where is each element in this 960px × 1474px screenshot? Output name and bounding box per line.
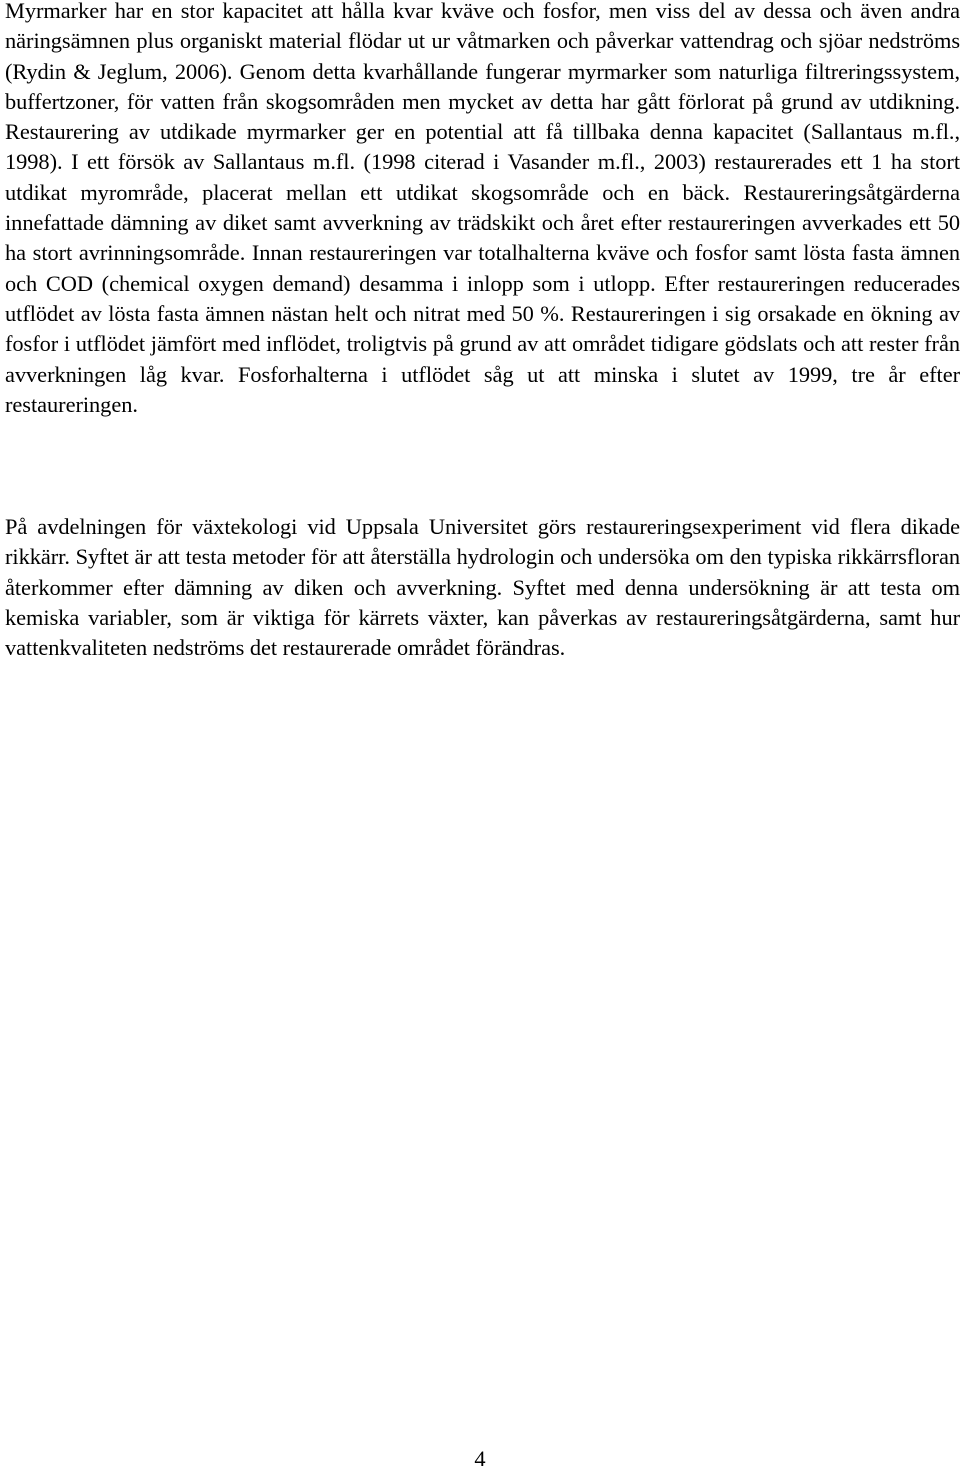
paragraph-restoration-experiment: På avdelningen för växtekologi vid Uppsala Universitet görs restaureringsexperiment vid flera dikade rikkärr. Syftet är att testa metoder för att återställa hydrologin och undersöka om den typiska rikkärrsfloran återkommer efter dämning av diken och avverkning. Syftet med denna undersökning är att testa om kemiska variabler, som är viktiga för kärrets växter, kan påverkas av restaureringsåtgärderna, samt hur vattenkvaliteten nedströms det restaurerade området förändras. (5, 514, 960, 661)
paragraph-wetland-retention: Myrmarker har en stor kapacitet att hålla kvar kväve och fosfor, men viss del av dessa och även andra näringsämnen plus organiskt material flödar ut ur våtmarken och påverkar vattendrag och sjöar nedströms (Rydin & Jeglum, 2006). Genom detta kvarhållande fungerar myrmarker som naturliga filtreringssystem, buffertzoner, för vatten från skogsområden men mycket av detta har gått förlorat på grund av utdikning. Restaurering av utdikade myrmarker ger en potential att få tillbaka denna kapacitet (Sallantaus m.fl., 1998). I ett försök av Sallantaus m.fl. (1998 citerad i Vasander m.fl., 2003) restaurerades ett 1 ha stort utdikat myrområde, placerat mellan ett utdikat skogsområde och en bäck. Restaureringsåtgärderna innefattade dämning av diket samt avverkning av trädskikt och året efter restaureringen avverkades ett 50 ha stort avrinningsområde. Innan restaureringen var totalhalterna kväve och fosfor samt lösta fasta ämnen och COD (chemical oxygen demand) desamma i inlopp som i utlopp. Efter restaureringen reducerades utflödet av lösta fasta ämnen nästan helt och nitrat med 50 %. Restaureringen i sig orsakade en ökning av fosfor i utflödet jämfört med inflödet, troligtvis på grund av att området tidigare gödslats och att rester från avverkningen låg kvar. Fosforhalterna i utflödet såg ut att minska i slutet av 1999, tre år efter restaureringen. (5, 0, 960, 417)
page-number: 4 (474, 1446, 486, 1471)
